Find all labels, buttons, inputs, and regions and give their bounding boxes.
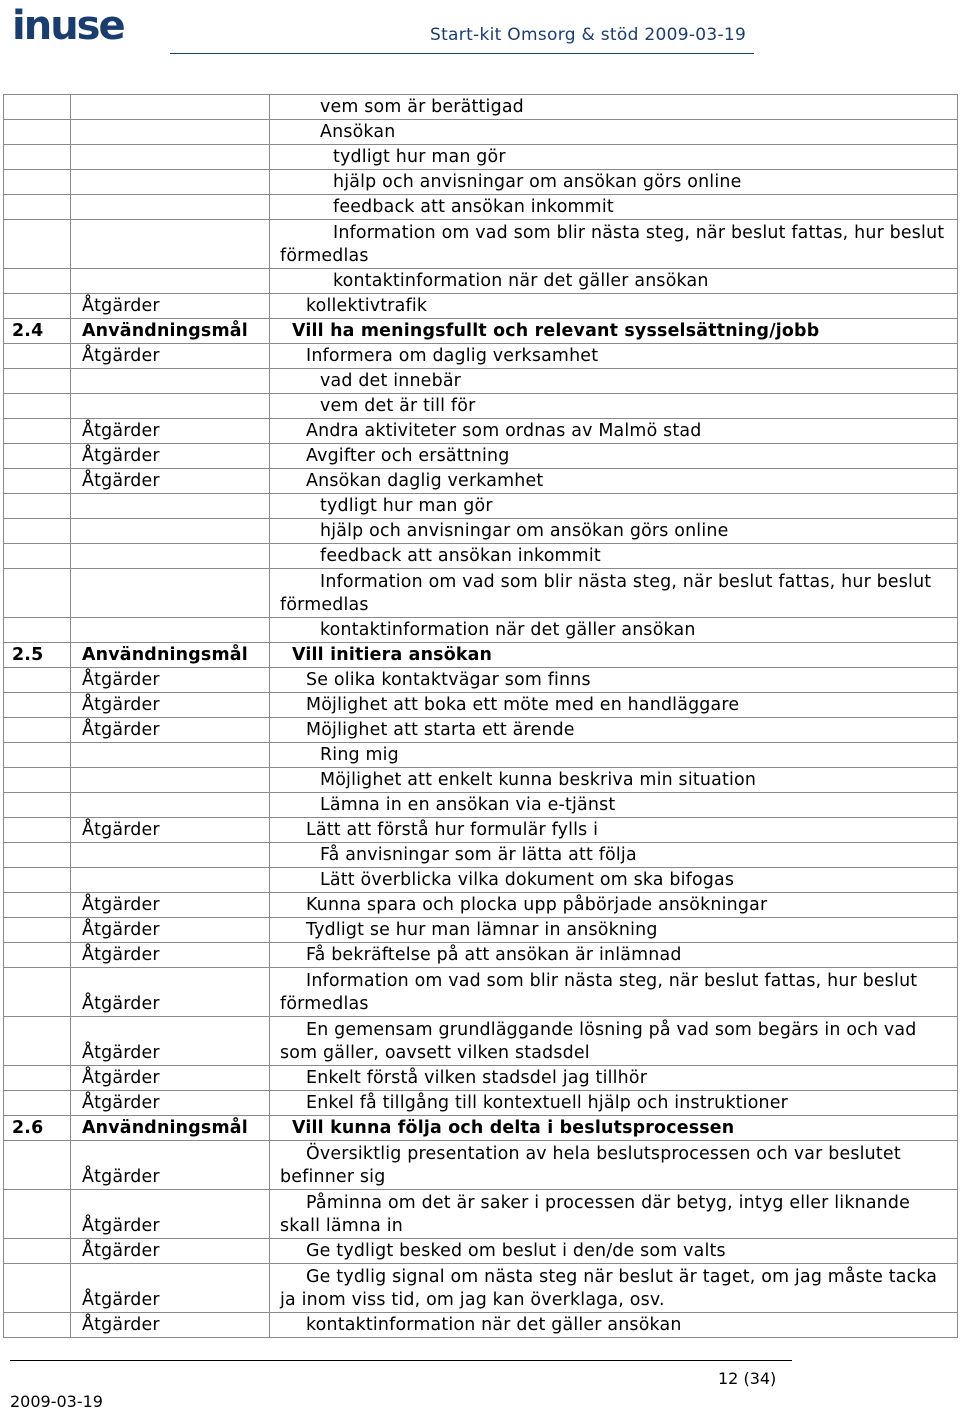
table-row (4, 868, 958, 893)
table-row (4, 419, 958, 444)
row-text (270, 120, 958, 145)
table-row (4, 145, 958, 170)
row-text-content: Möjlighet att enkelt kunna beskriva min situation (320, 770, 757, 790)
table-row (4, 369, 958, 394)
row-text (270, 294, 958, 319)
requirements-table-body (4, 95, 958, 1338)
row-text (270, 170, 958, 195)
row-text (270, 818, 958, 843)
row-text-content: feedback att ansökan inkommit (320, 546, 601, 566)
footer-divider (10, 1360, 792, 1361)
row-text (270, 618, 958, 643)
table-row (4, 943, 958, 968)
table-row (4, 220, 958, 269)
empty-cell (4, 1264, 71, 1313)
row-text-content: hjälp och anvisningar om ansökan görs online (320, 521, 729, 541)
row-text (270, 519, 958, 544)
table-row (4, 294, 958, 319)
row-text (270, 419, 958, 444)
empty-cell (4, 369, 71, 394)
empty-cell (4, 743, 71, 768)
row-text-content: Tydligt se hur man lämnar in ansökning (306, 920, 658, 940)
row-text (270, 369, 958, 394)
table-row (4, 793, 958, 818)
row-text (270, 220, 958, 269)
row-text (270, 1264, 958, 1313)
table-row (4, 1141, 958, 1190)
row-label: Åtgärder (71, 818, 270, 843)
table-row (4, 494, 958, 519)
row-text-content: Information om vad som blir nästa steg, när beslut fattas, hur beslut förmedlas (280, 223, 945, 266)
empty-cell (4, 1239, 71, 1264)
row-text-content: Ge tydligt besked om beslut i den/de som valts (306, 1241, 726, 1261)
empty-cell (4, 170, 71, 195)
row-text-content: hjälp och anvisningar om ansökan görs online (333, 172, 742, 192)
row-label: Åtgärder (71, 444, 270, 469)
header-divider (170, 53, 754, 54)
empty-cell (4, 269, 71, 294)
row-label (71, 569, 270, 618)
row-text-content: Andra aktiviteter som ordnas av Malmö stad (306, 421, 702, 441)
empty-cell (4, 1313, 71, 1338)
row-label (71, 743, 270, 768)
empty-cell (4, 95, 71, 120)
row-text-content: Möjlighet att boka ett möte med en handläggare (306, 695, 740, 715)
row-text-content: Ring mig (320, 745, 399, 765)
empty-cell (4, 145, 71, 170)
empty-cell (4, 444, 71, 469)
row-text (270, 269, 958, 294)
row-label (71, 195, 270, 220)
row-text-content: Ansökan (320, 122, 396, 142)
row-text-content: Lämna in en ansökan via e-tjänst (320, 795, 616, 815)
row-text (270, 868, 958, 893)
table-row (4, 1190, 958, 1239)
row-text-content: Information om vad som blir nästa steg, när beslut fattas, hur beslut förmedlas (280, 572, 932, 615)
row-text-content: Informera om daglig verksamhet (306, 346, 599, 366)
row-text-content: kontaktinformation när det gäller ansökan (333, 271, 709, 291)
empty-cell (4, 469, 71, 494)
table-row (4, 743, 958, 768)
empty-cell (4, 344, 71, 369)
section-row (4, 643, 958, 668)
row-text (270, 718, 958, 743)
page-number: 12 (34) (718, 1369, 777, 1388)
row-label: Åtgärder (71, 294, 270, 319)
empty-cell (4, 693, 71, 718)
row-text (270, 1091, 958, 1116)
empty-cell (4, 1066, 71, 1091)
table-row (4, 693, 958, 718)
row-label: Åtgärder (71, 718, 270, 743)
requirements-table (3, 94, 958, 1338)
row-label: Åtgärder (71, 918, 270, 943)
row-text (270, 918, 958, 943)
row-text-content: Kunna spara och plocka upp påbörjade ansökningar (306, 895, 768, 915)
section-number: 2.6 (4, 1116, 71, 1141)
row-text-content: Se olika kontaktvägar som finns (306, 670, 591, 690)
row-label (71, 843, 270, 868)
empty-cell (4, 519, 71, 544)
row-text (270, 469, 958, 494)
section-title-text: Vill kunna följa och delta i beslutsprocessen (292, 1118, 735, 1138)
row-text-content: kontaktinformation när det gäller ansökan (306, 1315, 682, 1335)
row-label (71, 120, 270, 145)
section-number: 2.4 (4, 319, 71, 344)
table-row (4, 444, 958, 469)
empty-cell (4, 893, 71, 918)
row-label: Åtgärder (71, 344, 270, 369)
table-row (4, 569, 958, 618)
section-title-text: Vill initiera ansökan (292, 645, 493, 665)
row-text-content: Information om vad som blir nästa steg, när beslut fattas, hur beslut förmedlas (280, 971, 918, 1014)
row-label (71, 519, 270, 544)
section-label: Användningsmål (71, 319, 270, 344)
empty-cell (4, 868, 71, 893)
row-text (270, 494, 958, 519)
empty-cell (4, 1017, 71, 1066)
row-text (270, 968, 958, 1017)
table-row (4, 120, 958, 145)
row-text (270, 394, 958, 419)
empty-cell (4, 419, 71, 444)
row-text-content: Lätt att förstå hur formulär fylls i (306, 820, 599, 840)
row-text-content: vem som är berättigad (320, 97, 524, 117)
row-label (71, 95, 270, 120)
row-text-content: Avgifter och ersättning (306, 446, 510, 466)
page-header (0, 0, 960, 62)
row-text (270, 693, 958, 718)
table-row (4, 544, 958, 569)
table-row (4, 893, 958, 918)
empty-cell (4, 768, 71, 793)
row-text-content: Få anvisningar som är lätta att följa (320, 845, 637, 865)
row-label (71, 369, 270, 394)
section-row (4, 1116, 958, 1141)
empty-cell (4, 793, 71, 818)
row-text-content: feedback att ansökan inkommit (333, 197, 614, 217)
row-label (71, 618, 270, 643)
empty-cell (4, 494, 71, 519)
empty-cell (4, 294, 71, 319)
row-label (71, 394, 270, 419)
table-row (4, 1091, 958, 1116)
row-text-content: Översiktlig presentation av hela beslutsprocessen och var beslutet befinner sig (280, 1144, 901, 1187)
row-text-content: vem det är till för (320, 396, 476, 416)
section-title (270, 1116, 958, 1141)
row-label (71, 494, 270, 519)
section-label: Användningsmål (71, 643, 270, 668)
empty-cell (4, 195, 71, 220)
document-header-title: Start-kit Omsorg & stöd 2009-03-19 (430, 25, 747, 45)
row-text-content: Lätt överblicka vilka dokument om ska bifogas (320, 870, 735, 890)
row-text (270, 1313, 958, 1338)
table-row (4, 968, 958, 1017)
table-row (4, 344, 958, 369)
row-text-content: Enkelt förstå vilken stadsdel jag tillhör (306, 1068, 648, 1088)
row-text-content: vad det innebär (320, 371, 462, 391)
table-row (4, 618, 958, 643)
row-text (270, 1239, 958, 1264)
table-row (4, 170, 958, 195)
row-text (270, 943, 958, 968)
row-text-content: Ansökan daglig verkamhet (306, 471, 544, 491)
row-text-content: tydligt hur man gör (320, 496, 493, 516)
table-row (4, 768, 958, 793)
logo-text: inuse (12, 3, 124, 49)
inuse-logo (12, 2, 132, 50)
row-label: Åtgärder (71, 1313, 270, 1338)
empty-cell (4, 394, 71, 419)
table-row (4, 519, 958, 544)
table-row (4, 95, 958, 120)
row-text-content: Ge tydlig signal om nästa steg när beslut är taget, om jag måste tacka ja inom viss tid, om jag kan överklaga, osv. (280, 1267, 938, 1310)
row-label: Åtgärder (71, 1190, 270, 1239)
row-text (270, 1141, 958, 1190)
section-title (270, 319, 958, 344)
row-text (270, 793, 958, 818)
row-label: Åtgärder (71, 469, 270, 494)
empty-cell (4, 569, 71, 618)
empty-cell (4, 943, 71, 968)
row-label: Åtgärder (71, 1017, 270, 1066)
section-number: 2.5 (4, 643, 71, 668)
row-text (270, 444, 958, 469)
row-text-content: kontaktinformation när det gäller ansökan (320, 620, 696, 640)
row-label (71, 868, 270, 893)
empty-cell (4, 968, 71, 1017)
row-label: Åtgärder (71, 693, 270, 718)
table-row (4, 843, 958, 868)
row-text (270, 743, 958, 768)
table-row (4, 1313, 958, 1338)
empty-cell (4, 918, 71, 943)
row-text (270, 1066, 958, 1091)
empty-cell (4, 1091, 71, 1116)
table-row (4, 818, 958, 843)
row-label: Åtgärder (71, 1264, 270, 1313)
table-row (4, 918, 958, 943)
row-label: Åtgärder (71, 1066, 270, 1091)
row-text (270, 195, 958, 220)
empty-cell (4, 1190, 71, 1239)
row-text (270, 893, 958, 918)
table-row (4, 269, 958, 294)
row-text-content: En gemensam grundläggande lösning på vad som begärs in och vad som gäller, oavsett vilken stadsdel (280, 1020, 917, 1063)
empty-cell (4, 718, 71, 743)
row-text (270, 1190, 958, 1239)
table-row (4, 668, 958, 693)
row-text (270, 145, 958, 170)
row-label (71, 768, 270, 793)
row-label (71, 220, 270, 269)
footer-date: 2009-03-19 (10, 1392, 103, 1411)
row-label (71, 544, 270, 569)
table-row (4, 718, 958, 743)
row-label: Åtgärder (71, 1091, 270, 1116)
empty-cell (4, 618, 71, 643)
table-row (4, 394, 958, 419)
empty-cell (4, 1141, 71, 1190)
row-text (270, 843, 958, 868)
table-row (4, 1017, 958, 1066)
row-label: Åtgärder (71, 943, 270, 968)
row-text-content: Påminna om det är saker i processen där betyg, intyg eller liknande skall lämna in (280, 1193, 911, 1236)
row-label: Åtgärder (71, 419, 270, 444)
empty-cell (4, 120, 71, 145)
row-text-content: Få bekräftelse på att ansökan är inlämnad (306, 945, 682, 965)
table-row (4, 1239, 958, 1264)
row-label: Åtgärder (71, 1141, 270, 1190)
row-text-content: tydligt hur man gör (333, 147, 506, 167)
row-label: Åtgärder (71, 893, 270, 918)
row-label (71, 269, 270, 294)
row-text-content: Möjlighet att starta ett ärende (306, 720, 575, 740)
row-label: Åtgärder (71, 668, 270, 693)
empty-cell (4, 544, 71, 569)
row-text (270, 95, 958, 120)
row-label: Åtgärder (71, 1239, 270, 1264)
row-text (270, 569, 958, 618)
section-row (4, 319, 958, 344)
section-title (270, 643, 958, 668)
empty-cell (4, 668, 71, 693)
row-label (71, 145, 270, 170)
section-title-text: Vill ha meningsfullt och relevant sysselsättning/jobb (292, 321, 820, 341)
table-row (4, 1066, 958, 1091)
row-text (270, 344, 958, 369)
row-text (270, 1017, 958, 1066)
section-label: Användningsmål (71, 1116, 270, 1141)
empty-cell (4, 818, 71, 843)
table-row (4, 1264, 958, 1313)
row-text (270, 544, 958, 569)
row-text (270, 768, 958, 793)
row-label (71, 170, 270, 195)
empty-cell (4, 220, 71, 269)
row-text-content: kollektivtrafik (306, 296, 428, 316)
row-text-content: Enkel få tillgång till kontextuell hjälp och instruktioner (306, 1093, 789, 1113)
table-row (4, 469, 958, 494)
row-label: Åtgärder (71, 968, 270, 1017)
empty-cell (4, 843, 71, 868)
row-label (71, 793, 270, 818)
table-row (4, 195, 958, 220)
row-text (270, 668, 958, 693)
